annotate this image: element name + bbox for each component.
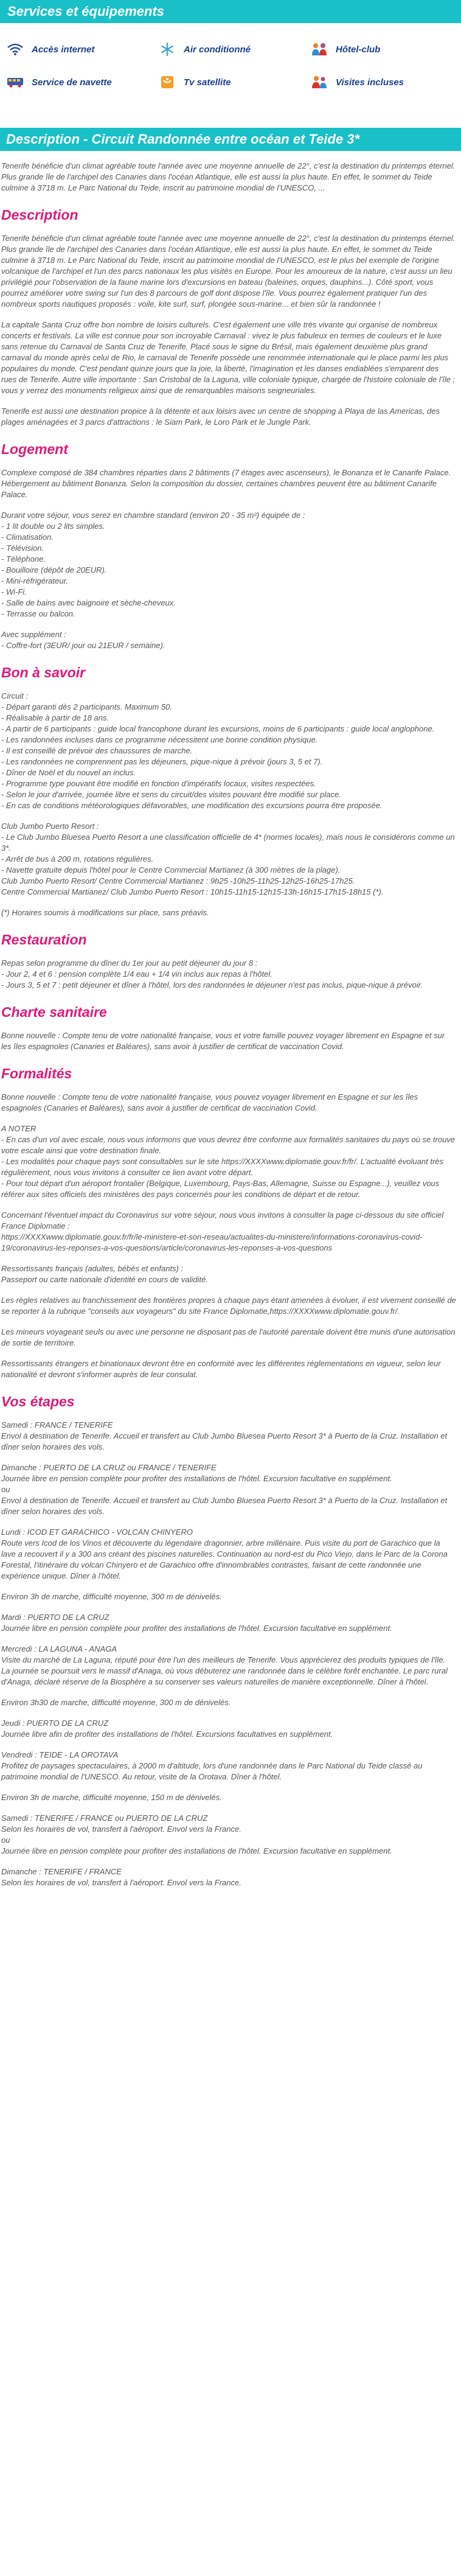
service-label: Tv satellite [184, 77, 231, 88]
intro-paragraph: Tenerife bénéficie d'un climat agréable toute l'année avec une moyenne annuelle de 22°, c'est la destination du printemps éternel. Plus grande île de l'archipel des Canaries dans l'océan Atlantique, elle est aussi la plus haute. En effet, le sommet du Teide culmine à 3718 m. Le Parc National du Teide, inscrit au patrimoine mondial de l'UNESCO, ... [1, 161, 456, 192]
section-bon-a-savoir [1, 665, 456, 918]
hotel-club-icon [310, 41, 328, 57]
section-paragraph: Dimanche : PUERTO DE LA CRUZ ou FRANCE / TENERIFE Journée libre en pension complète pour profiter des installations de l'hôtel. Excursion facultative en supplément. ou Envol à destination de Tenerife. Accueil et transfert au Club Jumbo Bluesea Puerto Resort 3* à Puerto de la Cruz. Installation et dîner selon horaires des vols. [1, 1463, 448, 1516]
section-formalites [1, 1066, 456, 1380]
section-paragraph: Bonne nouvelle : Compte tenu de votre nationalité française, vous pouvez voyager librement en Espagne et sur les îles espagnoles (Canaries et Baléares), sans avoir à justifier de certificat de vaccination Covid. [1, 1092, 418, 1112]
section-paragraph: Concernant l'éventuel impact du Coronavirus sur votre séjour, nous vous invitons à consulter la page ci-dessous du site officiel France Diplomatie : https://XXXXwww.diplomatie.gouv.fr/fr/le-ministere-et-son-reseau/actualites-du-ministere/informations-coronavirus-covid-19/coronavirus-les-reponses-a-vos-questions/article/coronavirus-les-reponses-a-vos-questions [1, 1210, 444, 1252]
section-paragraph: Avec supplément : - Coffre-fort (3EUR/ jour ou 21EUR / semaine). [1, 630, 165, 650]
section-paragraph: Les règles relatives au franchissement des frontières propres à chaque pays étant amenées à évoluer, il est vivement conseillé de se reporter à la rubrique "conseils aux voyageurs" du site France Diplomatie,https://XXXXwww.diplomatie.gouv.fr/. [1, 1296, 456, 1316]
section-paragraph: Environ 3h de marche, difficulté moyenne, 300 m de dénivelés. [1, 1592, 222, 1601]
section-paragraph: Les mineurs voyageant seuls ou avec une personne ne disposant pas de l'autorité parentale doivent être munis d'une autorisation de sortie de territoire. [1, 1327, 456, 1347]
section-paragraph: Mercredi : LA LAGUNA - ANAGA Visite du marché de La Laguna, réputé pour être l'un des meilleurs de Tenerife. Vous apprécierez des produits typiques de l'île. La journée se poursuit vers le massif d'Anaga, où vous débuterez une randonnée dans le célèbre forêt enchantée. Le parc rural d'Anaga, déclaré réserve de la Biosphère a su conserver ses valeurs naturelles de manière exceptionnelle. Dîner à l'hôtel. [1, 1644, 448, 1686]
section-paragraph: Environ 3h30 de marche, difficulté moyenne, 300 m de dénivelés. [1, 1698, 231, 1707]
service-label: Air conditionné [184, 44, 251, 55]
section-title: Restauration [1, 932, 87, 948]
service-shuttle [6, 73, 158, 91]
section-paragraph: Tenerife est aussi une destination propice à la détente et aux loisirs avec un centre de shopping à Playa de las Americas, des plages aménagées et 3 parcs d'attractions : le Siam Park, le Loro Park et le Jungle Park. [1, 407, 440, 427]
section-paragraph: Club Jumbo Puerto Resort : - Le Club Jumbo Bluesea Puerto Resort a une classification officielle de 4* (normes locales), mais nous le considérons comme un 3*. - Arrêt de bus à 200 m, rotations régulières. - Navette gratuite depuis l'hôtel pour le Centre Commercial Martianez (à 300 mètres de la plage). Club Jumbo Puerto Resort/ Centre Commercial Martianez : 9h25 -10h25-11h25-12h25-16h25-17h25. Centre Commercial Martianez/ Club Jumbo Puerto Resort : 10h15-11h15-12h15-13h-16h15-17h15-18h15 (*). [1, 822, 455, 896]
section-title: Charte sanitaire [1, 1004, 107, 1020]
section-title: Vos étapes [1, 1394, 75, 1409]
service-tv [158, 73, 310, 91]
section-title: Bon à savoir [1, 665, 86, 680]
description-title: Description - Circuit Randonnée entre océan et Teide 3* [0, 128, 461, 151]
section-paragraph: Samedi : FRANCE / TENERIFE Envol à destination de Tenerife. Accueil et transfert au Club Jumbo Bluesea Puerto Resort 3* à Puerto de la Cruz. Installation et dîner selon horaires des vols. [1, 1420, 448, 1451]
section-title: Description [1, 207, 78, 223]
tv-satellite-icon [158, 74, 176, 90]
section-paragraph: Ressortissants français (adultes, bébés et enfants) : Passeport ou carte nationale d'identité en cours de validité. [1, 1264, 208, 1284]
section-paragraph: Complexe composé de 384 chambres réparties dans 2 bâtiments (7 étages avec ascenseurs), le Bonanza et le Canarife Palace. Hébergement au bâtiment Bonanza. Selon la composition du dossier, certaines chambres peuvent être au bâtiment Canarife Palace. [1, 468, 451, 499]
section-paragraph: Lundi : ICOD ET GARACHICO - VOLCAN CHINYERO Route vers Icod de los Vinos et découverte du légendaire dragonnier, arbre millénaire. Puis visite du port de Garachico que la lave a recouvert il y a 300 ans créant des piscines naturelles. Continuation au nord-est du Pico Viejo, dans le Parc de la Corona Forestal, l'itinéraire du volcan Chinyero et de Garachico offre d'innombrables contrastes, faisant de cette randonnée une expérience unique. Dîner à l'hôtel. [1, 1527, 448, 1580]
service-internet [6, 40, 158, 58]
sections-container [1, 207, 456, 1888]
section-paragraph: Bonne nouvelle : Compte tenu de votre nationalité française, vous et votre famille pouvez voyager librement en Espagne et sur les îles espagnoles (Canaries et Baléares), sans avoir à justifier de certificat de vaccination Covid. [1, 1031, 445, 1051]
section-charte-sanitaire [1, 1004, 456, 1052]
section-paragraph: La capitale Santa Cruz offre bon nombre de loisirs culturels. C'est également une ville très vivante qui organise de nombreux concerts et festivals. La ville est connue pour son incroyable Carnaval : vivez le plus fabuleux en termes de couleurs et le luxe sans retenue du Carnaval de Santa Cruz de Tenerife. Placé sous le signe du Brésil, mais également deuxième plus grand carnaval du monde après celui de Rio, le carnaval de Tenerife possède une renommée internationale qui le place parmi les plus populaires du monde. C'est pendant quinze jours que la joie, la liberté, l'imagination et les danses endiablées s'emparent des rues de Tenerife. Autre ville importante : San Cristobal de la Laguna, ville coloniale typique, chargée de l'histoire coloniale de l'île ; vous y verrez des monuments religieux ainsi que de remarquables maisons seigneuriales. [1, 320, 456, 395]
description-content [0, 151, 461, 1922]
section-paragraph: Mardi : PUERTO DE LA CRUZ Journée libre en pension complète pour profiter des installations de l'hôtel. Excursion facultative en supplément. [1, 1613, 392, 1633]
section-paragraph: Jeudi : PUERTO DE LA CRUZ Journée libre afin de profiter des installations de l'hôtel. Excursions facultatives en supplément. [1, 1719, 333, 1739]
service-air-conditioning [158, 40, 310, 58]
section-paragraph: Dimanche : TENERIFE / FRANCE Selon les horaires de vol, transfert à l'aéroport. Envol vers la France. [1, 1867, 241, 1887]
section-paragraph: Ressortissants étrangers et binationaux devront être en conformité avec les différentes réglementations en vigueur, selon leur nationalité et devront s'informer auprès de leur consulat. [1, 1359, 441, 1379]
section-title: Logement [1, 441, 68, 457]
service-label: Accès internet [32, 44, 95, 55]
section-paragraph: A NOTER - En cas d'un vol avec escale, nous vous informons que vous devrez être conforme aux formalités sanitaires du pays où se trouve votre escale ainsi que votre destination finale. - Les modalités pour chaque pays sont consultables sur le site https://XXXXwww.diplomatie.gouv.fr/fr/. L'actualité évoluant très régulièrement, nous vous invitons à consulter ce lien avant votre départ. - Pour tout départ d'un aéroport frontalier (Belgique, Luxembourg, Pays-Bas, Allemagne, Suisse ou Espagne...), veuillez vous référer aux sites officiels des ministères des pays concernés pour les conditions de départ et de retour. [1, 1124, 456, 1199]
services-title: Services et équipements [0, 0, 461, 23]
section-description [1, 207, 456, 428]
services-grid [0, 23, 461, 91]
section-paragraph: Circuit : - Départ garanti dès 2 participants. Maximum 50. - Réalisable à partir de 18 ans. - A partir de 6 participants : guide local francophone durant les excursions, moins de 6 participants : guide local anglophone. - Les randonnées incluses dans ce programme nécessitent une bonne condition physique. - Il est conseillé de prévoir des chaussures de marche. - Les randonnées ne comprennent pas les déjeuners, pique-nique à prévoir (jours 3, 5 et 7). - Dîner de Noël et du nouvel an inclus. - Programme type pouvant être modifié en fonction d'impératifs locaux, visites respectées. - Selon le jour d'arrivée, journée libre et sens du circuit/des visites pouvant être modifié sur place. - En cas de conditions météorologiques défavorables, une modification des excursions pourra être proposée. [1, 691, 435, 810]
guided-visits-icon [310, 74, 328, 90]
snowflake-icon [158, 41, 176, 57]
service-label: Service de navette [32, 77, 112, 88]
section-paragraph: Repas selon programme du dîner du 1er jour au petit déjeuner du jour 8 : - Jour 2, 4 et 6 : pension complète 1/4 eau + 1/4 vin inclus aux repas à l'hôtel. - Jours 3, 5 et 7 : petit déjeuner et dîner à l'hôtel, lors des randonnées le déjeuner n'est pas inclus, pique-nique à prévoir. [1, 958, 423, 990]
section-restauration [1, 932, 456, 991]
section-title: Formalités [1, 1066, 72, 1081]
wifi-icon [6, 41, 24, 57]
section-paragraph: Tenerife bénéficie d'un climat agréable toute l'année avec une moyenne annuelle de 22°, c'est la destination du printemps éternel. Plus grande île de l'archipel des Canaries dans l'océan Atlantique, elle est aussi la plus haute. En effet, le sommet du Teide culmine à 3718 m. Le Parc National du Teide, inscrit au patrimoine mondial de l'UNESCO, est le plus bel exemple de l'origine volcanique de l'archipel et l'un des parcs nationaux les plus visités en Europe. Pour les amoureux de la nature, c'est aussi un lieu privilégié pour l'observation de la faune marine lors d'excursions en bateau (baleines, orques, dauphins...). Côté sport, vous pourrez améliorer votre swing sur l'un des 8 parcours de golf dont dispose l'île. Vous pourrez également pratiquer l'un des nombreux sports nautiques proposés : voile, kite surf, surf, plongée sous-marine... et bien sûr la randonnée ! [1, 234, 456, 309]
service-hotel-club [310, 40, 461, 58]
service-label: Hôtel-club [336, 44, 381, 55]
section-logement [1, 441, 456, 651]
service-visits [310, 73, 461, 91]
section-paragraph: Samedi : TENERIFE / FRANCE ou PUERTO DE LA CRUZ Selon les horaires de vol, transfert à l'aéroport. Envol vers la France. ou Journée libre en pension complète pour profiter des installations de l'hôtel. Excursion facultative en supplément. [1, 1813, 392, 1855]
shuttle-bus-icon [6, 74, 24, 90]
section-paragraph: Durant votre séjour, vous serez en chambre standard (environ 20 - 35 m²) équipée de : - 1 lit double ou 2 lits simples. - Climatisation. - Télévision. - Téléphone. - Bouilloire (dépôt de 20EUR). - Mini-réfrigérateur. - Wi-Fi. - Salle de bains avec baignoire et sèche-cheveux. - Terrasse ou balcon. [1, 511, 305, 618]
section-paragraph: Vendredi : TEIDE - LA OROTAVA Profitez de paysages spectaculaires, à 2000 m d'altitude, lors d'une randonnée dans le Parc National du Teide classé au patrimoine mondial de l'UNESCO. Au retour, visite de la Orotava. Dîner à l'hôtel. [1, 1750, 423, 1781]
service-label: Visites incluses [336, 77, 404, 88]
section-vos-etapes [1, 1394, 456, 1888]
section-paragraph: (*) Horaires soumis à modifications sur place, sans préavis. [1, 908, 209, 917]
section-paragraph: Environ 3h de marche, difficulté moyenne, 150 m de dénivelés. [1, 1793, 222, 1802]
